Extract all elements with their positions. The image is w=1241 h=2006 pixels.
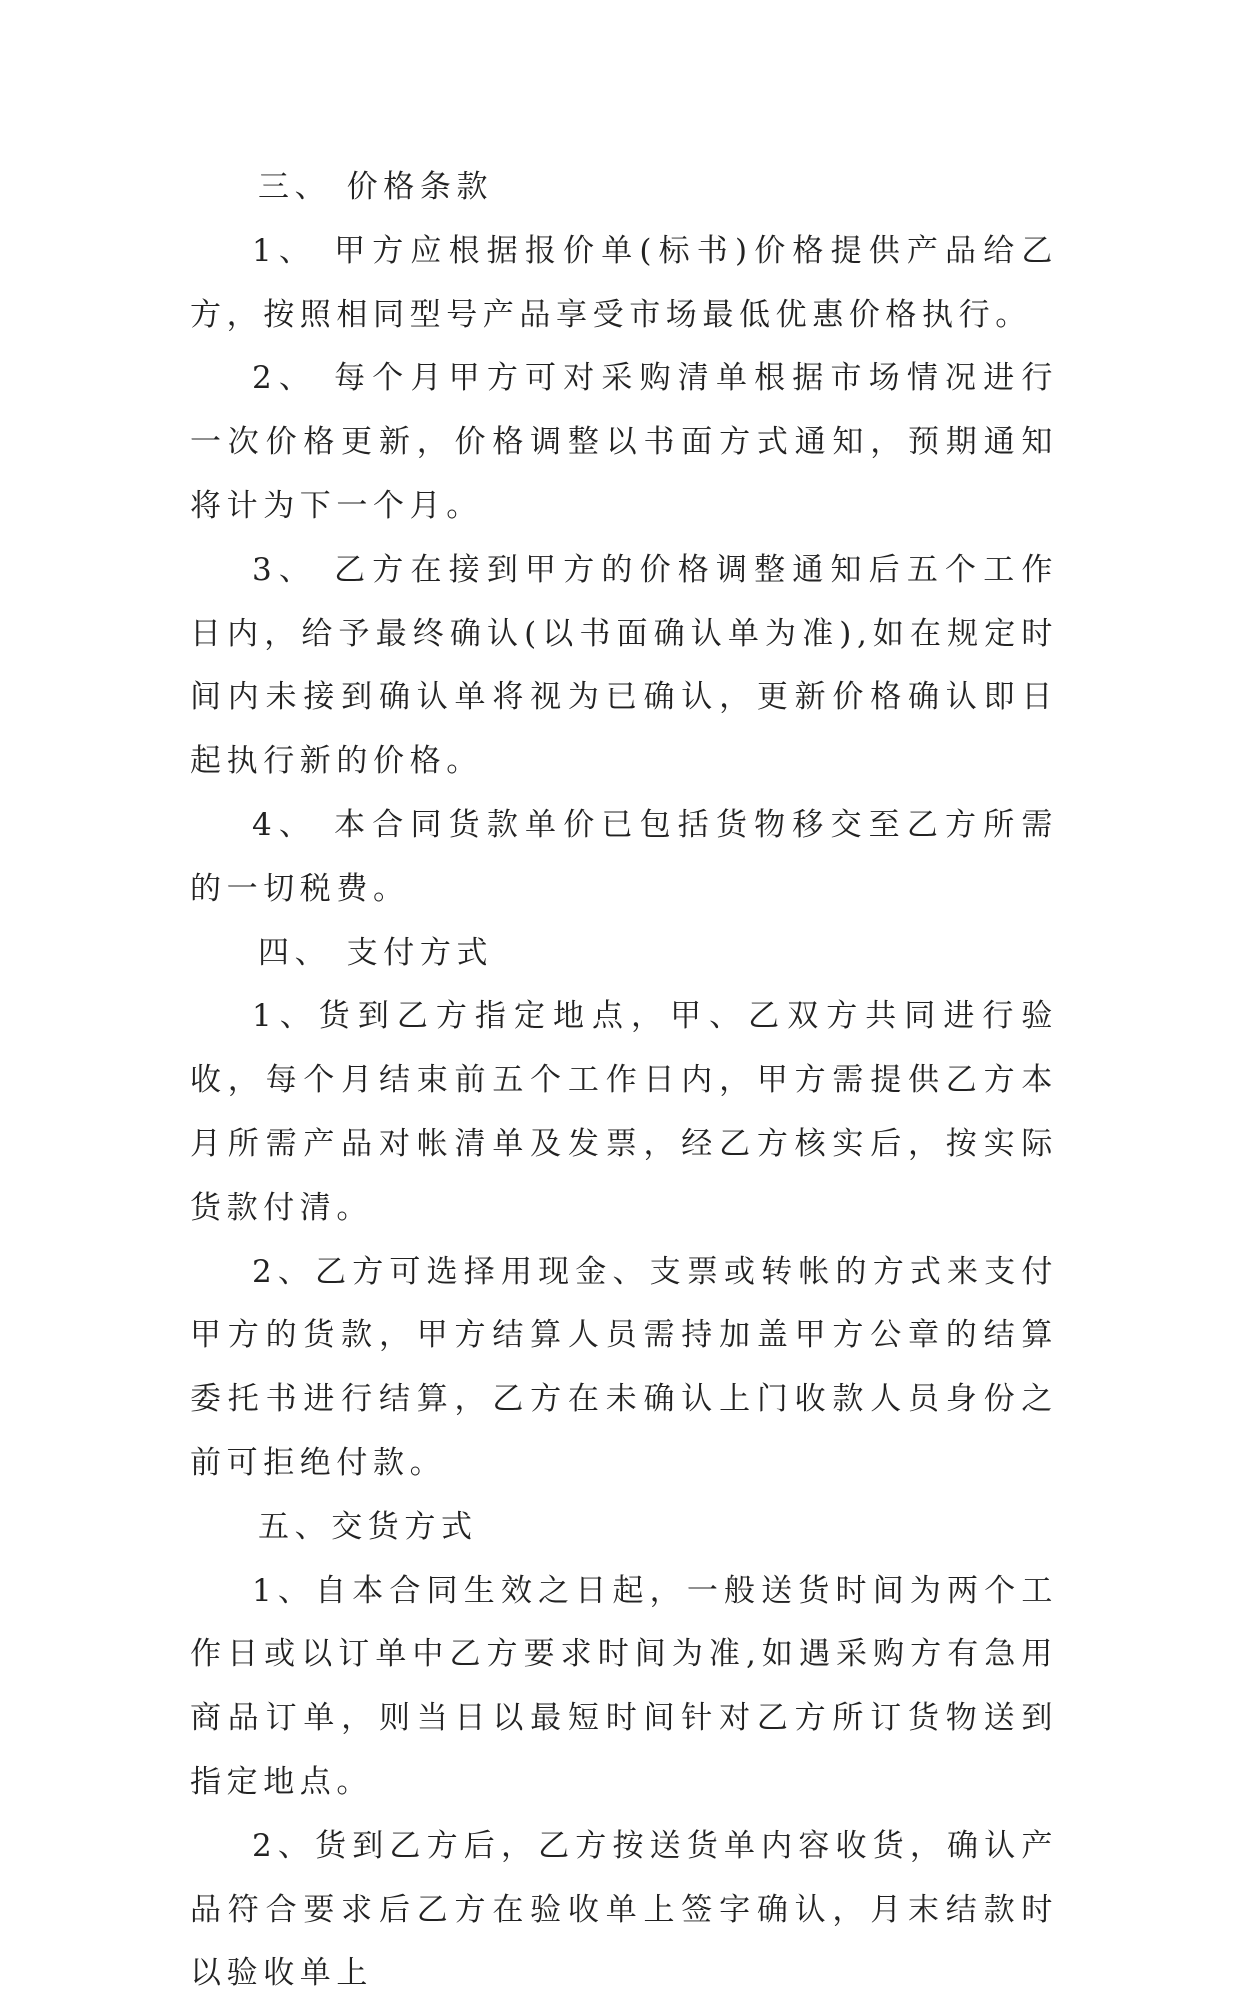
price-clause-4: 4、 本合同货款单价已包括货物移交至乙方所需的一切税费。 — [190, 806, 1058, 907]
payment-clause-1: 1、货到乙方指定地点，甲、乙双方共同进行验收，每个月结束前五个工作日内，甲方需提供乙方本月所需产品对帐清单及发票，经乙方核实后，按实际货款付清。 — [190, 998, 1058, 1226]
price-clause-3: 3、 乙方在接到甲方的价格调整通知后五个工作日内，给予最终确认(以书面确认单为准),如在规定时间内未接到确认单将视为已确认，更新价格确认即日起执行新的价格。 — [190, 551, 1058, 780]
document-body — [190, 156, 1058, 2006]
section-heading-payment-method: 四、 支付方式 — [258, 934, 494, 971]
price-clause-1: 1、 甲方应根据报价单(标书)价格提供产品给乙方，按照相同型号产品享受市场最低优惠价格执行。 — [190, 232, 1058, 333]
price-clause-2: 2、 每个月甲方可对采购清单根据市场情况进行一次价格更新，价格调整以书面方式通知，预期通知将计为下一个月。 — [190, 360, 1058, 524]
section-heading-delivery-method: 五、交货方式 — [258, 1508, 478, 1545]
section-heading-price-terms: 三、 价格条款 — [258, 169, 494, 205]
delivery-clause-1: 1、自本合同生效之日起，一般送货时间为两个工作日或以订单中乙方要求时间为准,如遇采购方有急用商品订单，则当日以最短时间针对乙方所订货物送到指定地点。 — [190, 1572, 1058, 1800]
payment-clause-2: 2、乙方可选择用现金、支票或转帐的方式来支付甲方的货款，甲方结算人员需持加盖甲方公章的结算委托书进行结算，乙方在未确认上门收款人员身份之前可拒绝付款。 — [190, 1253, 1058, 1481]
delivery-clause-2: 2、货到乙方后，乙方按送货单内容收货，确认产品符合要求后乙方在验收单上签字确认，月末结款时以验收单上 — [190, 1827, 1058, 1992]
